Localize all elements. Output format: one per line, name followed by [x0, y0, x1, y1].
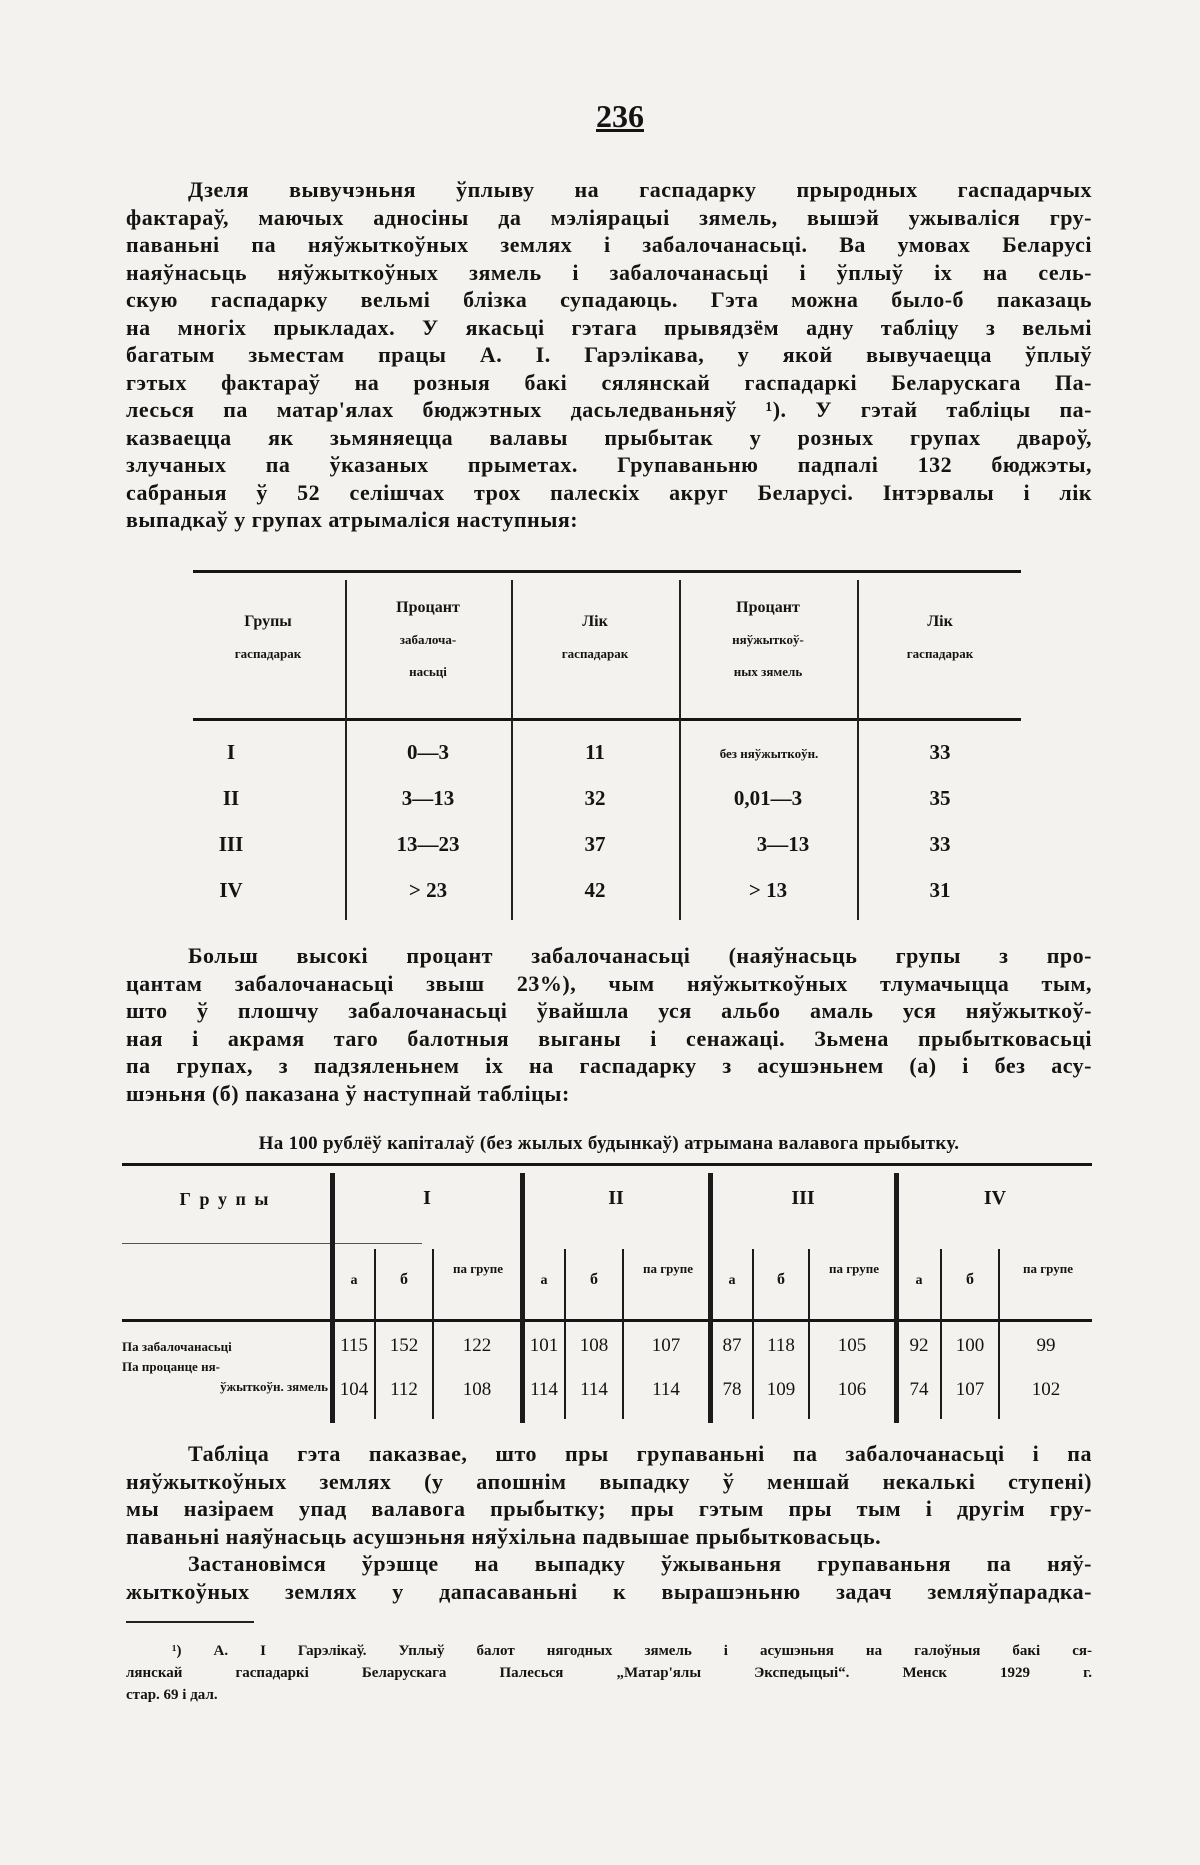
cell-value: 87: [722, 1335, 742, 1356]
header-line: Процант: [736, 599, 800, 616]
text-line: фактараў, маючых адносіны да мэліярацыі зямель, вышэй ужываліся гру-: [126, 204, 1092, 230]
header-group-ii: II: [608, 1187, 624, 1209]
header-count-2: [859, 606, 1021, 670]
table-rule: [193, 718, 1021, 721]
text-line: лесься па матар'ялах бюджэтных дасьледваньняў ¹). У гэтай табліцы па-: [126, 397, 1092, 422]
subheader-b: б: [777, 1271, 785, 1288]
cell-value: 109: [766, 1379, 796, 1400]
cell-swamp: > 23: [408, 878, 448, 902]
header-line: няўжыткоў-: [732, 632, 804, 647]
text-line: багатым зьместам працы А. І. Гарэлікава, у якой вывучаецца ўплыў: [126, 342, 1092, 367]
header-line: гаспадарак: [234, 646, 302, 661]
subheader-b: б: [590, 1271, 598, 1288]
text-line: ная і акрамя таго балотныя выганы і сенажаці. Зьмена прыбытковасьці: [126, 1025, 1092, 1051]
header-swamp-percent: [347, 592, 509, 688]
cell-group: I: [226, 740, 236, 764]
subheader-total: па групе: [453, 1261, 503, 1276]
cell-value: 107: [651, 1335, 681, 1356]
header-line: гаспадарак: [561, 646, 629, 661]
text-line: наяўнасьць няўжыткоўных зямель і забалочанасьці і ўплыў іх на сель-: [126, 259, 1092, 285]
cell-value: 108: [579, 1335, 609, 1356]
cell-value: 99: [1036, 1335, 1056, 1356]
cell-value: 114: [530, 1379, 558, 1400]
text-line: выпадкаў у групах атрымаліся наступныя:: [126, 507, 579, 532]
header-line: насьці: [409, 664, 447, 679]
subheader-b: б: [966, 1271, 974, 1288]
cell-value: 78: [722, 1379, 742, 1400]
cell-value: 112: [390, 1379, 418, 1400]
cell-value: 105: [837, 1335, 867, 1356]
subheader-a: а: [540, 1273, 548, 1288]
footnote-rule: [126, 1621, 254, 1623]
cell-waste: 0,01—3: [733, 786, 803, 810]
header-line: ных зямель: [733, 664, 803, 679]
footnote-line: лянскай гаспадаркі Беларускага Палесься „Матар'ялы Экспедыцыі“. Менск 1929 г.: [126, 1665, 1092, 1681]
header-line: Групы: [244, 613, 292, 630]
text-line: паваньні наяўнасьць асушэньня няўхільна падвышае прыбытковасьць.: [126, 1523, 882, 1549]
cell-count: 42: [584, 878, 606, 902]
text-line: злучаных па ўказаных прыметах. Групаваньню падпалі 132 бюджэты,: [126, 452, 1092, 477]
cell-count: 35: [929, 786, 951, 810]
page-number: 236: [596, 98, 644, 134]
text-line: Дзеля вывучэньня ўплыву на гаспадарку прыродных гаспадарчых: [188, 177, 1092, 202]
text-line: мы назіраем упад валавога прыбытку; пры гэтым пры тым і другім гру-: [126, 1496, 1092, 1521]
subheader-b: б: [400, 1271, 408, 1288]
table-rule: [122, 1163, 1092, 1166]
paragraph-comparison: [126, 942, 1092, 1107]
cell-value: 118: [767, 1335, 795, 1356]
header-group-i: I: [423, 1187, 431, 1209]
intervals-table: [193, 570, 1021, 930]
subheader-total: па групе: [643, 1261, 693, 1276]
cell-value: 106: [837, 1379, 867, 1400]
cell-value: 122: [462, 1335, 492, 1356]
cell-value: 92: [909, 1335, 929, 1356]
header-count: [513, 606, 677, 670]
text-line: няўжыткоўных землях (у апошнім выпадку ў меншай некалькі ступені): [126, 1468, 1092, 1494]
cell-count: 11: [585, 740, 605, 764]
row-label: Па процанце ня-: [122, 1359, 220, 1374]
cell-count: 32: [584, 786, 606, 810]
paragraph-conclusion: [126, 1440, 1092, 1605]
cell-value: 114: [580, 1379, 608, 1400]
text-line: па групах, з падзяленьнем іх на гаспадарку з асушэньнем (а) і без асу-: [126, 1053, 1092, 1078]
cell-value: 102: [1031, 1379, 1061, 1400]
cell-value: 114: [652, 1379, 680, 1400]
header-waste-percent: [681, 592, 855, 688]
text-line: паваньні па няўжыткоўных землях і забалочанасьці. Ва умовах Беларусі: [126, 232, 1092, 257]
header-line: Лік: [582, 613, 608, 630]
header-groups: Г р у п ы: [179, 1189, 271, 1209]
row-label: Па забалочанасьці: [122, 1339, 232, 1354]
subheader-total: па групе: [829, 1261, 879, 1276]
cell-value: 100: [955, 1335, 985, 1356]
text-line: што ў плошчу забалочанасьці ўвайшла уся альбо амаль уся няўжыткоў-: [126, 998, 1092, 1023]
cell-group: II: [222, 786, 240, 810]
text-line: на многіх прыкладах. У якасьці гэтага прывядзём адну табліцу з вельмі: [126, 314, 1092, 340]
header-line: Лік: [927, 613, 953, 630]
cell-value: 152: [389, 1335, 419, 1356]
footnote-line: стар. 69 і дал.: [126, 1687, 218, 1703]
text-line: Застановімся ўрэшце на выпадку ўжываньня групаваньня па няў-: [188, 1551, 1092, 1576]
cell-value: 74: [909, 1379, 929, 1400]
profit-table: [122, 1163, 1092, 1423]
text-line: казваецца як зьмяняецца валавы прыбытак у розных групах двароў,: [126, 424, 1092, 450]
cell-value: 107: [955, 1379, 985, 1400]
footnote-line: ¹) А. І Гарэлікаў. Уплыў балот нягодных зямель і асушэньня на галоўныя бакі ся-: [172, 1643, 1092, 1659]
header-line: Процант: [396, 599, 460, 616]
cell-swamp: 3—13: [401, 786, 455, 810]
subheader-total: па групе: [1023, 1261, 1073, 1276]
header-line: гаспадарак: [906, 646, 974, 661]
cell-count: 31: [929, 878, 951, 902]
text-line: гэтых фактараў на розныя бакі сялянскай гаспадаркі Беларускага Па-: [126, 369, 1092, 395]
table-rule: [122, 1243, 422, 1244]
row-label: ўжыткоўн. зямель: [220, 1379, 328, 1394]
footnote: [126, 1640, 1092, 1706]
text-line: скую гаспадарку вельмі блізка супадаюць. Гэта можна было-б паказаць: [126, 287, 1092, 312]
header-groups: [193, 606, 343, 670]
cell-waste: > 13: [748, 878, 788, 902]
cell-count: 33: [929, 740, 951, 764]
text-line: цантам забалочанасьці звыш 23%), чым няўжыткоўных тлумачыцца тым,: [126, 970, 1092, 996]
subheader-a: а: [915, 1273, 923, 1288]
cell-value: 115: [340, 1335, 368, 1356]
text-line: шэньня (б) паказана ў наступнай табліцы:: [126, 1080, 570, 1106]
cell-group: IV: [219, 878, 243, 902]
cell-group: III: [218, 832, 244, 856]
text-line: Табліца гэта паказвае, што пры групаваньні па забалочанасьці і па: [188, 1441, 1092, 1466]
cell-swamp: 0—3: [407, 740, 449, 764]
subheader-a: а: [728, 1273, 736, 1288]
cell-swamp: 13—23: [396, 832, 460, 856]
table-caption: На 100 рублёў капіталаў (без жылых будынкаў) атрымана валавога прыбытку.: [258, 1133, 960, 1154]
cell-value: 104: [339, 1379, 369, 1400]
text-line: сабраныя ў 52 селішчах трох палескіх акруг Беларусі. Інтэрвалы і лік: [126, 479, 1092, 505]
paragraph-intro: [126, 176, 1092, 534]
cell-count: 33: [929, 832, 951, 856]
cell-waste: без няўжыткоўн.: [719, 746, 819, 761]
cell-value: 101: [529, 1335, 559, 1356]
text-line: жыткоўных землях у дапасаваньні к вырашэньню задач земляўпарадка-: [126, 1578, 1092, 1604]
subheader-a: а: [350, 1273, 358, 1288]
table-rule: [193, 570, 1021, 573]
text-line: Больш высокі процант забалочанасьці (наяўнасьць групы з про-: [188, 943, 1092, 968]
cell-waste: 3—13: [756, 832, 810, 856]
header-group-iv: IV: [983, 1187, 1007, 1209]
cell-count: 37: [584, 832, 606, 856]
cell-value: 108: [462, 1379, 492, 1400]
table-rule: [122, 1319, 1092, 1322]
header-line: забалоча-: [399, 632, 457, 647]
header-group-iii: III: [791, 1187, 815, 1209]
